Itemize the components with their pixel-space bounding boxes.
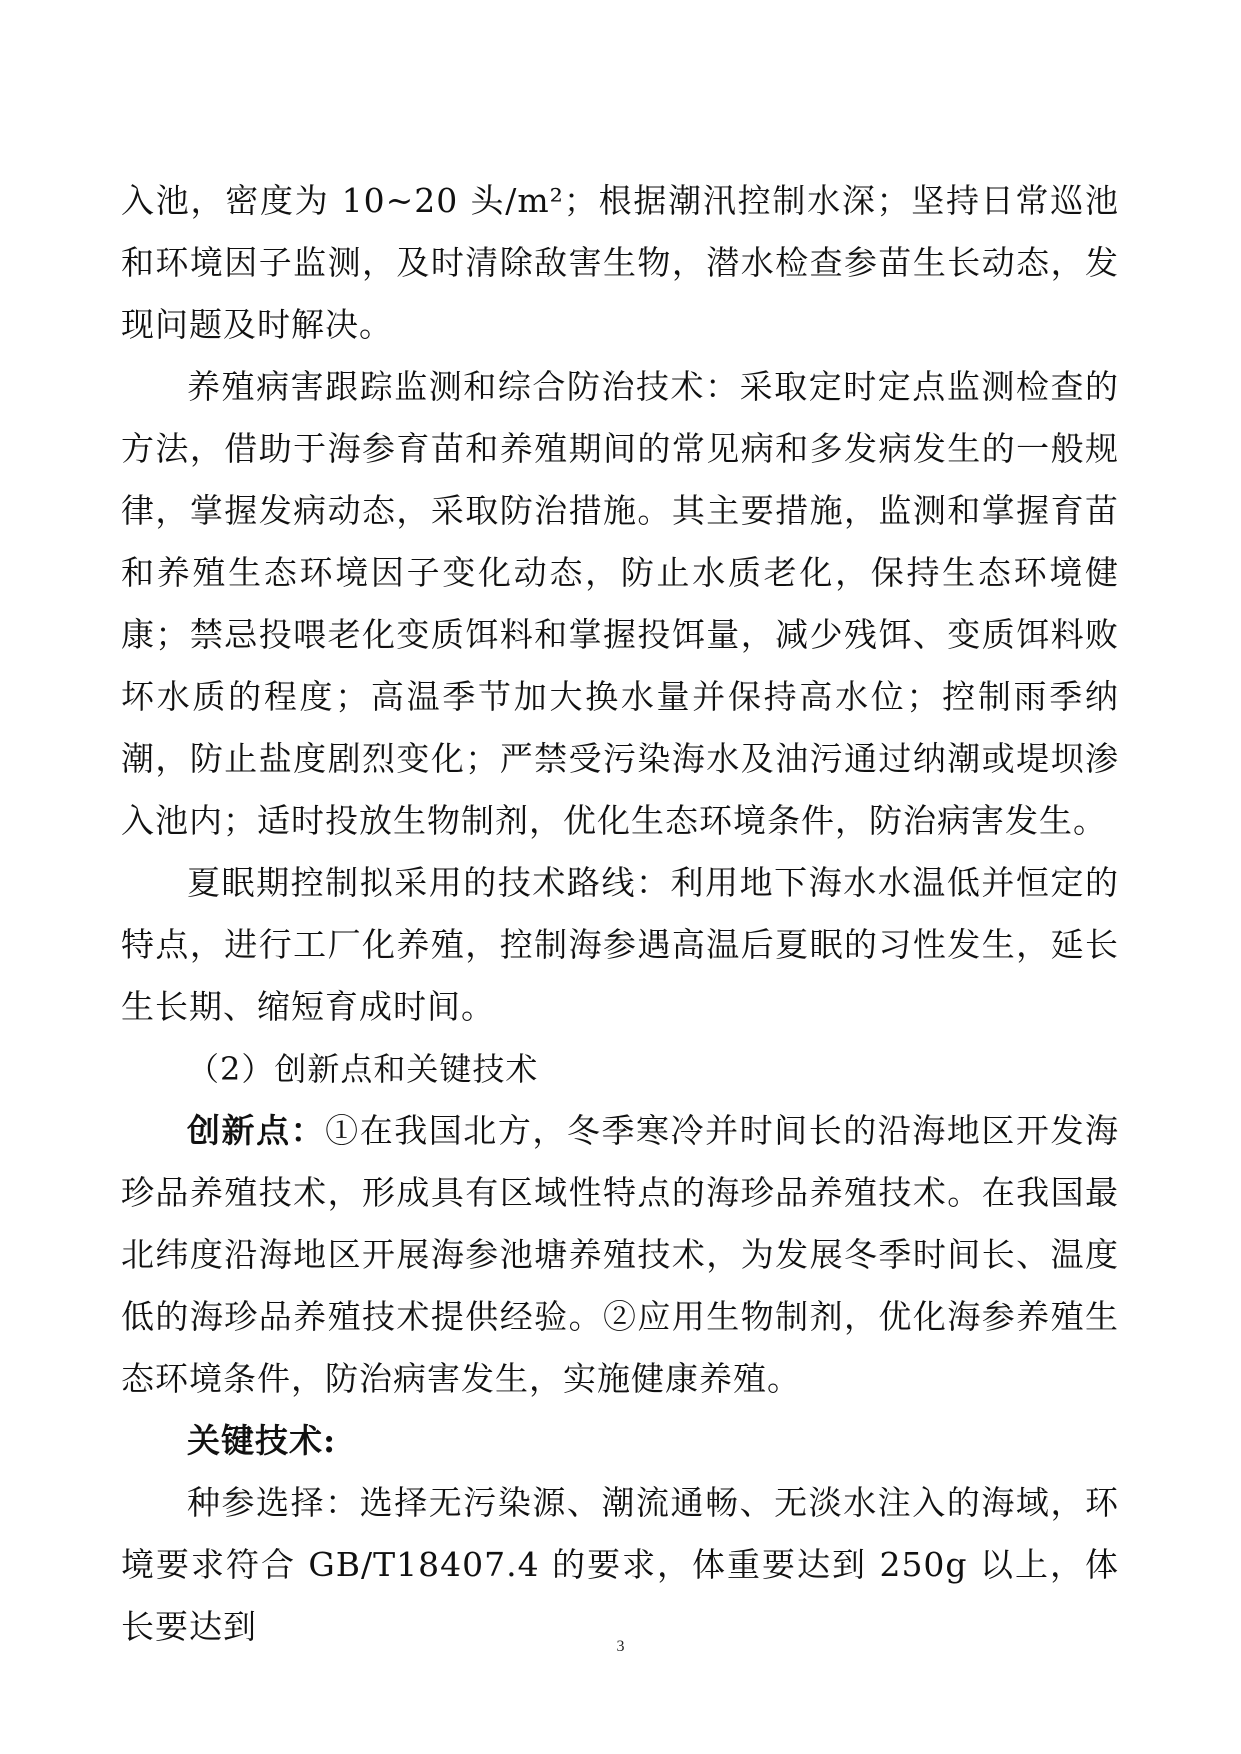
innovation-label: 创新点： [187, 1111, 326, 1150]
paragraph-stocking-density: 入池，密度为 10~20 头/m²；根据潮汛控制水深；坚持日常巡池和环境因子监测，及时清除敌害生物，潜水检查参苗生长动态，发现问题及时解决。 [121, 181, 1119, 344]
page-number: 3 [616, 1638, 625, 1655]
key-tech-label: 关键技术: [187, 1421, 337, 1460]
paragraph-broodstock-selection: 种参选择：选择无污染源、潮流通畅、无淡水注入的海域，环境要求符合 GB/T18407.4 的要求，体重要达到 250g 以上，体长要达到 [121, 1483, 1119, 1646]
paragraph-innovation-points [121, 1100, 1119, 1410]
paragraph-summer-dormancy: 夏眠期控制拟采用的技术路线：利用地下海水水温低并恒定的特点，进行工厂化养殖，控制海参遇高温后夏眠的习性发生，延长生长期、缩短育成时间。 [121, 863, 1119, 1026]
paragraph-disease-monitoring: 养殖病害跟踪监测和综合防治技术：采取定时定点监测检查的方法，借助于海参育苗和养殖期间的常见病和多发病发生的一般规律，掌握发病动态，采取防治措施。其主要措施，监测和掌握育苗和养殖生态环境因子变化动态，防止水质老化，保持生态环境健康；禁忌投喂老化变质饵料和掌握投饵量，减少残饵、变质饵料败坏水质的程度；高温季节加大换水量并保持高水位；控制雨季纳潮，防止盐度剧烈变化；严禁受污染海水及油污通过纳潮或堤坝渗入池内；适时投放生物制剂，优化生态环境条件，防治病害发生。 [121, 367, 1119, 840]
paragraph-key-tech-heading [121, 1410, 1119, 1472]
document-body [121, 170, 1119, 1658]
innovation-text: ①在我国北方，冬季寒冷并时间长的沿海地区开发海珍品养殖技术，形成具有区域性特点的海珍品养殖技术。在我国最北纬度沿海地区开展海参池塘养殖技术，为发展冬季时间长、温度低的海珍品养殖技术提供经验。②应用生物制剂，优化海参养殖生态环境条件，防治病害发生，实施健康养殖。 [121, 1111, 1120, 1398]
section-heading-innovation: （2）创新点和关键技术 [187, 1050, 539, 1088]
